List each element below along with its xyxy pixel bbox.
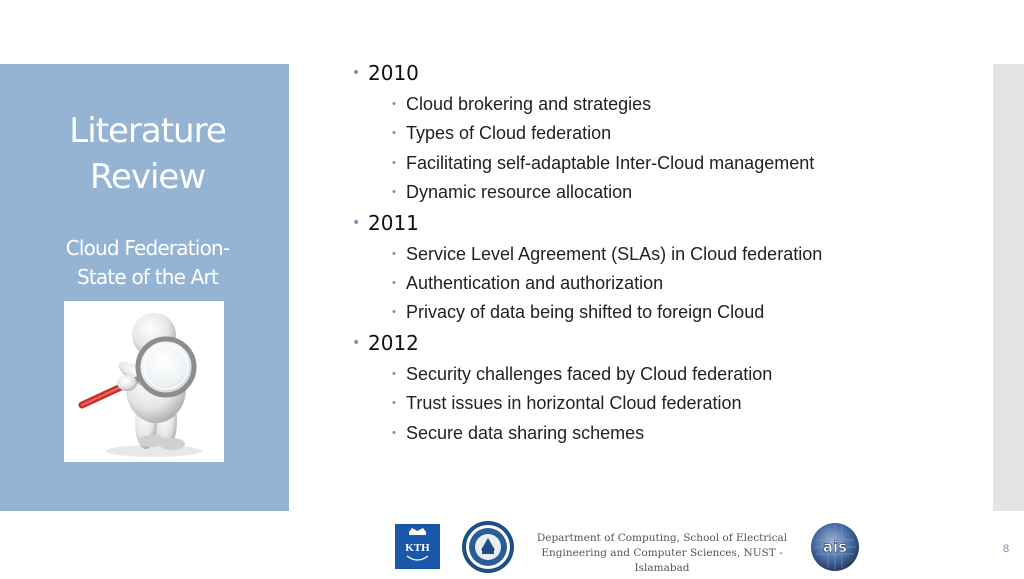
- list-item: [350, 90, 950, 119]
- slide-subtitle: [0, 234, 295, 292]
- footer-line2: Engineering and Computer Sciences, NUST -: [541, 547, 783, 559]
- footer-line1: Department of Computing, School of Electrical: [536, 532, 788, 544]
- slide-subtitle-line1: Cloud Federation-: [65, 236, 230, 260]
- list-item-text: Privacy of data being shifted to foreign Cloud: [406, 302, 765, 323]
- ais-logo: [810, 522, 860, 572]
- list-item-text: Trust issues in horizontal Cloud federation: [406, 393, 742, 414]
- list-item: [350, 269, 950, 298]
- slide-subtitle-line2: State of the Art: [76, 265, 219, 289]
- list-item-text: Cloud brokering and strategies: [406, 94, 652, 114]
- list-item: [350, 149, 950, 178]
- year-label: 2010: [368, 61, 419, 85]
- timeline-content: [350, 58, 950, 448]
- page-number: 8: [1003, 543, 1010, 555]
- item-list: [350, 240, 950, 328]
- list-item: [350, 419, 950, 448]
- slide-title: [0, 108, 295, 200]
- slide-title-line2: Review: [89, 157, 206, 197]
- bullet-icon: •: [392, 397, 396, 410]
- list-item-text: Secure data sharing schemes: [406, 422, 645, 443]
- list-item: [350, 240, 950, 269]
- ais-logo-icon: [810, 522, 860, 572]
- list-item-text: Dynamic resource allocation: [406, 182, 633, 203]
- bullet-icon: •: [392, 367, 396, 380]
- nust-seal-icon: [461, 520, 515, 574]
- year-heading: [350, 328, 950, 358]
- kth-logo-text: KTH: [405, 542, 430, 554]
- bullet-icon: •: [392, 98, 396, 110]
- bullet-icon: •: [392, 426, 396, 439]
- magnifier-person-icon: [64, 301, 224, 462]
- year-heading: [350, 208, 950, 238]
- footer-line3: Islamabad: [634, 562, 690, 574]
- list-item-text: Facilitating self-adaptable Inter-Cloud management: [406, 152, 815, 173]
- year-heading: [350, 58, 950, 88]
- decorative-side-strip: [993, 64, 1024, 511]
- list-item-text: Security challenges faced by Cloud federation: [406, 363, 773, 384]
- list-item-text: Service Level Agreement (SLAs) in Cloud federation: [406, 243, 823, 264]
- list-item: [350, 298, 950, 327]
- section-2010: [350, 58, 950, 208]
- list-item: [350, 389, 950, 418]
- kth-logo-icon: [395, 524, 440, 569]
- bullet-icon: •: [392, 127, 396, 140]
- bullet-icon: •: [352, 334, 361, 351]
- section-2012: [350, 328, 950, 448]
- year-label: 2012: [368, 330, 419, 355]
- nust-seal-logo: [461, 520, 515, 574]
- slide-title-line1: Literature: [69, 111, 226, 151]
- bullet-icon: •: [392, 306, 396, 319]
- bullet-icon: •: [392, 186, 396, 199]
- list-item: [350, 119, 950, 148]
- section-2011: [350, 208, 950, 328]
- item-list: [350, 90, 950, 208]
- item-list: [350, 360, 950, 448]
- year-label: 2011: [368, 210, 419, 235]
- list-item-text: Authentication and authorization: [406, 273, 664, 294]
- bullet-icon: •: [392, 277, 396, 290]
- list-item-text: Types of Cloud federation: [406, 123, 612, 144]
- bullet-icon: •: [392, 156, 396, 169]
- bullet-icon: •: [352, 65, 361, 81]
- bullet-icon: •: [392, 247, 396, 260]
- list-item: [350, 360, 950, 389]
- bullet-icon: •: [352, 214, 361, 231]
- ais-logo-text: ais: [822, 538, 848, 556]
- list-item: [350, 178, 950, 207]
- magnifier-figure-image: [64, 301, 224, 462]
- kth-logo: [395, 524, 440, 569]
- footer-department: [533, 531, 791, 576]
